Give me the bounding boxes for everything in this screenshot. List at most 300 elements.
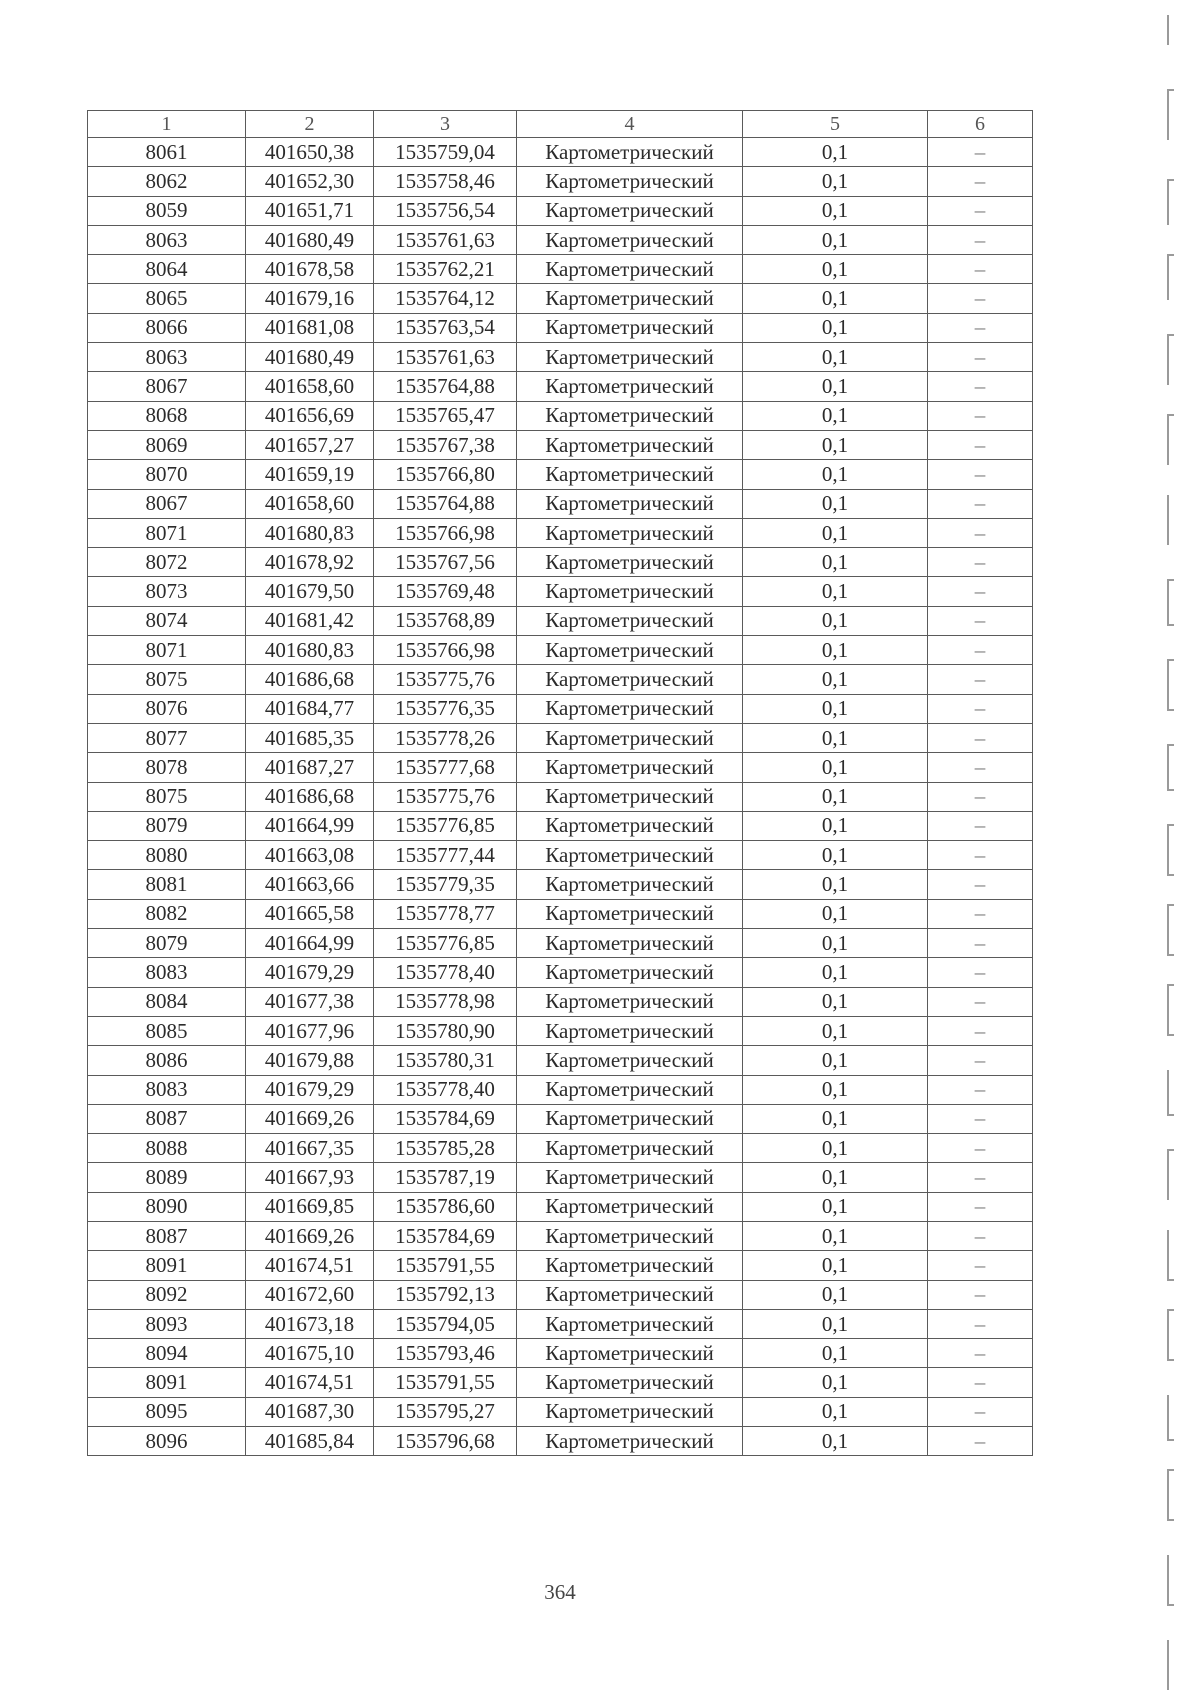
table-row <box>88 401 1033 430</box>
cell-accuracy: 0,1 <box>743 1016 928 1045</box>
cell-coord-x: 401659,19 <box>246 460 374 489</box>
column-header-5: 5 <box>743 111 928 138</box>
cell-coord-x: 401678,92 <box>246 548 374 577</box>
cell-accuracy: 0,1 <box>743 1046 928 1075</box>
cell-coord-y: 1535791,55 <box>374 1251 517 1280</box>
cell-note: – <box>928 196 1033 225</box>
cell-note: – <box>928 284 1033 313</box>
cell-accuracy: 0,1 <box>743 1163 928 1192</box>
cell-accuracy: 0,1 <box>743 1309 928 1338</box>
cell-accuracy: 0,1 <box>743 1134 928 1163</box>
cell-method: Картометрический <box>517 987 743 1016</box>
cell-coord-y: 1535761,63 <box>374 343 517 372</box>
cell-note: – <box>928 1192 1033 1221</box>
cell-note: – <box>928 841 1033 870</box>
table-row <box>88 548 1033 577</box>
cell-note: – <box>928 548 1033 577</box>
cell-point-number: 8071 <box>88 636 246 665</box>
table-row <box>88 460 1033 489</box>
cell-coord-y: 1535763,54 <box>374 313 517 342</box>
cell-coord-x: 401679,50 <box>246 577 374 606</box>
cell-point-number: 8078 <box>88 753 246 782</box>
cell-coord-y: 1535780,90 <box>374 1016 517 1045</box>
cell-coord-y: 1535776,85 <box>374 929 517 958</box>
cell-coord-y: 1535762,21 <box>374 255 517 284</box>
table-row <box>88 1134 1033 1163</box>
cell-coord-y: 1535779,35 <box>374 870 517 899</box>
cell-coord-x: 401678,58 <box>246 255 374 284</box>
table-row <box>88 1046 1033 1075</box>
cell-note: – <box>928 1075 1033 1104</box>
cell-coord-x: 401667,93 <box>246 1163 374 1192</box>
table-row <box>88 1427 1033 1456</box>
cell-point-number: 8061 <box>88 138 246 167</box>
cell-coord-x: 401679,29 <box>246 958 374 987</box>
cell-note: – <box>928 723 1033 752</box>
table-row <box>88 138 1033 167</box>
cell-point-number: 8074 <box>88 606 246 635</box>
table-row <box>88 1309 1033 1338</box>
cell-method: Картометрический <box>517 1221 743 1250</box>
table-row <box>88 1221 1033 1250</box>
cell-note: – <box>928 606 1033 635</box>
table-row <box>88 167 1033 196</box>
cell-coord-x: 401665,58 <box>246 899 374 928</box>
cell-coord-x: 401685,35 <box>246 723 374 752</box>
cell-note: – <box>928 1104 1033 1133</box>
cell-point-number: 8071 <box>88 518 246 547</box>
cell-method: Картометрический <box>517 1192 743 1221</box>
cell-accuracy: 0,1 <box>743 430 928 459</box>
cell-coord-x: 401658,60 <box>246 372 374 401</box>
cell-point-number: 8063 <box>88 343 246 372</box>
cell-coord-y: 1535775,76 <box>374 782 517 811</box>
table-row <box>88 723 1033 752</box>
cell-accuracy: 0,1 <box>743 606 928 635</box>
cell-coord-y: 1535785,28 <box>374 1134 517 1163</box>
cell-accuracy: 0,1 <box>743 196 928 225</box>
cell-coord-x: 401656,69 <box>246 401 374 430</box>
cell-method: Картометрический <box>517 430 743 459</box>
cell-note: – <box>928 401 1033 430</box>
cell-coord-y: 1535765,47 <box>374 401 517 430</box>
cell-coord-y: 1535784,69 <box>374 1104 517 1133</box>
table-row <box>88 225 1033 254</box>
cell-method: Картометрический <box>517 313 743 342</box>
cell-accuracy: 0,1 <box>743 460 928 489</box>
table-row <box>88 1397 1033 1426</box>
cell-note: – <box>928 1016 1033 1045</box>
cell-accuracy: 0,1 <box>743 841 928 870</box>
cell-point-number: 8085 <box>88 1016 246 1045</box>
cell-coord-x: 401679,88 <box>246 1046 374 1075</box>
cell-coord-y: 1535766,80 <box>374 460 517 489</box>
cell-method: Картометрический <box>517 460 743 489</box>
cell-coord-x: 401651,71 <box>246 196 374 225</box>
cell-coord-y: 1535777,44 <box>374 841 517 870</box>
cell-accuracy: 0,1 <box>743 1280 928 1309</box>
cell-accuracy: 0,1 <box>743 167 928 196</box>
cell-point-number: 8087 <box>88 1221 246 1250</box>
cell-point-number: 8073 <box>88 577 246 606</box>
cell-note: – <box>928 811 1033 840</box>
cell-note: – <box>928 1163 1033 1192</box>
cell-point-number: 8086 <box>88 1046 246 1075</box>
cell-coord-x: 401650,38 <box>246 138 374 167</box>
cell-coord-x: 401680,49 <box>246 225 374 254</box>
cell-accuracy: 0,1 <box>743 1427 928 1456</box>
cell-coord-x: 401680,83 <box>246 636 374 665</box>
cell-coord-y: 1535764,88 <box>374 489 517 518</box>
cell-coord-x: 401674,51 <box>246 1368 374 1397</box>
cell-coord-x: 401687,30 <box>246 1397 374 1426</box>
table-row <box>88 430 1033 459</box>
cell-point-number: 8092 <box>88 1280 246 1309</box>
table-row <box>88 518 1033 547</box>
cell-coord-x: 401658,60 <box>246 489 374 518</box>
cell-point-number: 8067 <box>88 372 246 401</box>
table-row <box>88 1104 1033 1133</box>
cell-method: Картометрический <box>517 870 743 899</box>
cell-accuracy: 0,1 <box>743 1339 928 1368</box>
cell-method: Картометрический <box>517 723 743 752</box>
cell-coord-y: 1535795,27 <box>374 1397 517 1426</box>
table-row <box>88 636 1033 665</box>
table-row <box>88 1163 1033 1192</box>
cell-note: – <box>928 929 1033 958</box>
cell-method: Картометрический <box>517 636 743 665</box>
cell-coord-y: 1535778,40 <box>374 958 517 987</box>
cell-method: Картометрический <box>517 753 743 782</box>
cell-method: Картометрический <box>517 1251 743 1280</box>
cell-point-number: 8059 <box>88 196 246 225</box>
cell-note: – <box>928 958 1033 987</box>
cell-method: Картометрический <box>517 841 743 870</box>
cell-coord-x: 401687,27 <box>246 753 374 782</box>
table-row <box>88 870 1033 899</box>
cell-coord-y: 1535780,31 <box>374 1046 517 1075</box>
cell-method: Картометрический <box>517 1339 743 1368</box>
cell-coord-x: 401680,49 <box>246 343 374 372</box>
column-header-1: 1 <box>88 111 246 138</box>
cell-point-number: 8091 <box>88 1251 246 1280</box>
cell-note: – <box>928 694 1033 723</box>
cell-method: Картометрический <box>517 1309 743 1338</box>
cell-point-number: 8067 <box>88 489 246 518</box>
cell-point-number: 8072 <box>88 548 246 577</box>
cell-accuracy: 0,1 <box>743 1251 928 1280</box>
cell-coord-x: 401672,60 <box>246 1280 374 1309</box>
cell-coord-y: 1535761,63 <box>374 225 517 254</box>
cell-method: Картометрический <box>517 1104 743 1133</box>
cell-method: Картометрический <box>517 1368 743 1397</box>
table-row <box>88 1251 1033 1280</box>
cell-coord-x: 401681,42 <box>246 606 374 635</box>
cell-point-number: 8065 <box>88 284 246 313</box>
cell-accuracy: 0,1 <box>743 255 928 284</box>
cell-method: Картометрический <box>517 548 743 577</box>
table-row <box>88 811 1033 840</box>
table-row <box>88 694 1033 723</box>
cell-method: Картометрический <box>517 811 743 840</box>
cell-accuracy: 0,1 <box>743 1221 928 1250</box>
cell-method: Картометрический <box>517 196 743 225</box>
cell-coord-x: 401679,29 <box>246 1075 374 1104</box>
table-row <box>88 782 1033 811</box>
cell-note: – <box>928 489 1033 518</box>
cell-accuracy: 0,1 <box>743 723 928 752</box>
cell-point-number: 8090 <box>88 1192 246 1221</box>
table-row <box>88 665 1033 694</box>
cell-accuracy: 0,1 <box>743 372 928 401</box>
table-row <box>88 343 1033 372</box>
cell-point-number: 8079 <box>88 929 246 958</box>
cell-point-number: 8084 <box>88 987 246 1016</box>
cell-accuracy: 0,1 <box>743 518 928 547</box>
cell-coord-y: 1535778,98 <box>374 987 517 1016</box>
cell-point-number: 8064 <box>88 255 246 284</box>
cell-method: Картометрический <box>517 577 743 606</box>
cell-note: – <box>928 460 1033 489</box>
cell-point-number: 8087 <box>88 1104 246 1133</box>
cell-method: Картометрический <box>517 958 743 987</box>
cell-coord-x: 401663,66 <box>246 870 374 899</box>
cell-coord-x: 401680,83 <box>246 518 374 547</box>
cell-accuracy: 0,1 <box>743 636 928 665</box>
cell-method: Картометрический <box>517 1016 743 1045</box>
coordinates-table <box>87 110 1033 1456</box>
cell-note: – <box>928 1221 1033 1250</box>
cell-point-number: 8080 <box>88 841 246 870</box>
cell-point-number: 8063 <box>88 225 246 254</box>
cell-coord-x: 401675,10 <box>246 1339 374 1368</box>
cell-accuracy: 0,1 <box>743 665 928 694</box>
cell-accuracy: 0,1 <box>743 548 928 577</box>
cell-note: – <box>928 1339 1033 1368</box>
cell-point-number: 8083 <box>88 958 246 987</box>
cell-method: Картометрический <box>517 255 743 284</box>
table-row <box>88 255 1033 284</box>
table-row <box>88 1075 1033 1104</box>
cell-note: – <box>928 255 1033 284</box>
cell-point-number: 8096 <box>88 1427 246 1456</box>
cell-method: Картометрический <box>517 606 743 635</box>
cell-coord-y: 1535775,76 <box>374 665 517 694</box>
cell-point-number: 8082 <box>88 899 246 928</box>
cell-coord-x: 401684,77 <box>246 694 374 723</box>
cell-method: Картометрический <box>517 225 743 254</box>
cell-coord-y: 1535778,26 <box>374 723 517 752</box>
cell-coord-y: 1535791,55 <box>374 1368 517 1397</box>
table-header-row <box>88 111 1033 138</box>
cell-method: Картометрический <box>517 489 743 518</box>
cell-point-number: 8093 <box>88 1309 246 1338</box>
cell-coord-x: 401681,08 <box>246 313 374 342</box>
cell-accuracy: 0,1 <box>743 225 928 254</box>
cell-point-number: 8088 <box>88 1134 246 1163</box>
cell-coord-y: 1535766,98 <box>374 636 517 665</box>
cell-accuracy: 0,1 <box>743 401 928 430</box>
cell-note: – <box>928 870 1033 899</box>
cell-note: – <box>928 782 1033 811</box>
cell-accuracy: 0,1 <box>743 782 928 811</box>
cell-coord-x: 401663,08 <box>246 841 374 870</box>
table-row <box>88 196 1033 225</box>
cell-coord-y: 1535778,77 <box>374 899 517 928</box>
cell-coord-y: 1535792,13 <box>374 1280 517 1309</box>
cell-method: Картометрический <box>517 1046 743 1075</box>
cell-coord-x: 401686,68 <box>246 782 374 811</box>
cell-note: – <box>928 430 1033 459</box>
cell-coord-y: 1535758,46 <box>374 167 517 196</box>
cell-accuracy: 0,1 <box>743 811 928 840</box>
table-row <box>88 1192 1033 1221</box>
cell-note: – <box>928 1251 1033 1280</box>
cell-accuracy: 0,1 <box>743 343 928 372</box>
cell-coord-x: 401685,84 <box>246 1427 374 1456</box>
cell-accuracy: 0,1 <box>743 958 928 987</box>
cell-coord-x: 401677,38 <box>246 987 374 1016</box>
cell-note: – <box>928 1134 1033 1163</box>
table-row <box>88 1339 1033 1368</box>
cell-accuracy: 0,1 <box>743 1104 928 1133</box>
cell-note: – <box>928 167 1033 196</box>
cell-point-number: 8069 <box>88 430 246 459</box>
cell-coord-x: 401669,85 <box>246 1192 374 1221</box>
cell-point-number: 8089 <box>88 1163 246 1192</box>
cell-accuracy: 0,1 <box>743 753 928 782</box>
cell-coord-x: 401664,99 <box>246 929 374 958</box>
cell-coord-x: 401667,35 <box>246 1134 374 1163</box>
cell-point-number: 8075 <box>88 782 246 811</box>
cell-coord-x: 401674,51 <box>246 1251 374 1280</box>
cell-method: Картометрический <box>517 1280 743 1309</box>
table-row <box>88 841 1033 870</box>
cell-accuracy: 0,1 <box>743 929 928 958</box>
column-header-4: 4 <box>517 111 743 138</box>
cell-method: Картометрический <box>517 1163 743 1192</box>
cell-note: – <box>928 138 1033 167</box>
cell-point-number: 8068 <box>88 401 246 430</box>
cell-method: Картометрический <box>517 1075 743 1104</box>
cell-accuracy: 0,1 <box>743 1075 928 1104</box>
cell-accuracy: 0,1 <box>743 1368 928 1397</box>
cell-coord-y: 1535794,05 <box>374 1309 517 1338</box>
page-number: 364 <box>544 1580 576 1604</box>
cell-method: Картометрический <box>517 401 743 430</box>
cell-point-number: 8081 <box>88 870 246 899</box>
cell-note: – <box>928 1280 1033 1309</box>
cell-point-number: 8095 <box>88 1397 246 1426</box>
cell-note: – <box>928 665 1033 694</box>
cell-point-number: 8066 <box>88 313 246 342</box>
cell-coord-y: 1535777,68 <box>374 753 517 782</box>
cell-coord-y: 1535768,89 <box>374 606 517 635</box>
cell-coord-x: 401652,30 <box>246 167 374 196</box>
cell-note: – <box>928 753 1033 782</box>
cell-note: – <box>928 1368 1033 1397</box>
cell-method: Картометрический <box>517 899 743 928</box>
table-row <box>88 753 1033 782</box>
table-row <box>88 1280 1033 1309</box>
cell-method: Картометрический <box>517 694 743 723</box>
table-row <box>88 284 1033 313</box>
cell-coord-y: 1535776,85 <box>374 811 517 840</box>
cell-note: – <box>928 577 1033 606</box>
cell-note: – <box>928 987 1033 1016</box>
cell-method: Картометрический <box>517 138 743 167</box>
cell-coord-x: 401669,26 <box>246 1221 374 1250</box>
cell-note: – <box>928 1397 1033 1426</box>
cell-coord-y: 1535787,19 <box>374 1163 517 1192</box>
cell-accuracy: 0,1 <box>743 489 928 518</box>
table-row <box>88 958 1033 987</box>
cell-point-number: 8083 <box>88 1075 246 1104</box>
cell-coord-y: 1535764,12 <box>374 284 517 313</box>
table-row <box>88 899 1033 928</box>
cell-coord-x: 401673,18 <box>246 1309 374 1338</box>
cell-coord-x: 401664,99 <box>246 811 374 840</box>
cell-point-number: 8062 <box>88 167 246 196</box>
table-row <box>88 489 1033 518</box>
cell-coord-y: 1535764,88 <box>374 372 517 401</box>
table-row <box>88 313 1033 342</box>
cell-note: – <box>928 225 1033 254</box>
cell-coord-y: 1535776,35 <box>374 694 517 723</box>
column-header-3: 3 <box>374 111 517 138</box>
cell-accuracy: 0,1 <box>743 284 928 313</box>
cell-method: Картометрический <box>517 1427 743 1456</box>
cell-note: – <box>928 518 1033 547</box>
cell-accuracy: 0,1 <box>743 313 928 342</box>
cell-coord-y: 1535786,60 <box>374 1192 517 1221</box>
cell-coord-y: 1535793,46 <box>374 1339 517 1368</box>
cell-coord-y: 1535759,04 <box>374 138 517 167</box>
cell-note: – <box>928 1427 1033 1456</box>
cell-coord-y: 1535784,69 <box>374 1221 517 1250</box>
table-row <box>88 987 1033 1016</box>
cell-note: – <box>928 636 1033 665</box>
cell-coord-x: 401677,96 <box>246 1016 374 1045</box>
cell-point-number: 8070 <box>88 460 246 489</box>
cell-method: Картометрический <box>517 518 743 547</box>
cell-note: – <box>928 372 1033 401</box>
cell-note: – <box>928 1309 1033 1338</box>
cell-accuracy: 0,1 <box>743 1397 928 1426</box>
cell-coord-y: 1535769,48 <box>374 577 517 606</box>
cell-coord-x: 401669,26 <box>246 1104 374 1133</box>
table-row <box>88 606 1033 635</box>
cell-point-number: 8091 <box>88 1368 246 1397</box>
cell-note: – <box>928 313 1033 342</box>
table-row <box>88 372 1033 401</box>
cell-method: Картометрический <box>517 372 743 401</box>
cell-method: Картометрический <box>517 1134 743 1163</box>
table-row <box>88 1368 1033 1397</box>
cell-note: – <box>928 899 1033 928</box>
cell-note: – <box>928 343 1033 372</box>
cell-accuracy: 0,1 <box>743 899 928 928</box>
cell-method: Картометрический <box>517 284 743 313</box>
cell-coord-y: 1535756,54 <box>374 196 517 225</box>
cell-method: Картометрический <box>517 665 743 694</box>
cell-method: Картометрический <box>517 929 743 958</box>
cell-point-number: 8079 <box>88 811 246 840</box>
cell-accuracy: 0,1 <box>743 870 928 899</box>
table-row <box>88 1016 1033 1045</box>
cell-accuracy: 0,1 <box>743 1192 928 1221</box>
cell-accuracy: 0,1 <box>743 987 928 1016</box>
